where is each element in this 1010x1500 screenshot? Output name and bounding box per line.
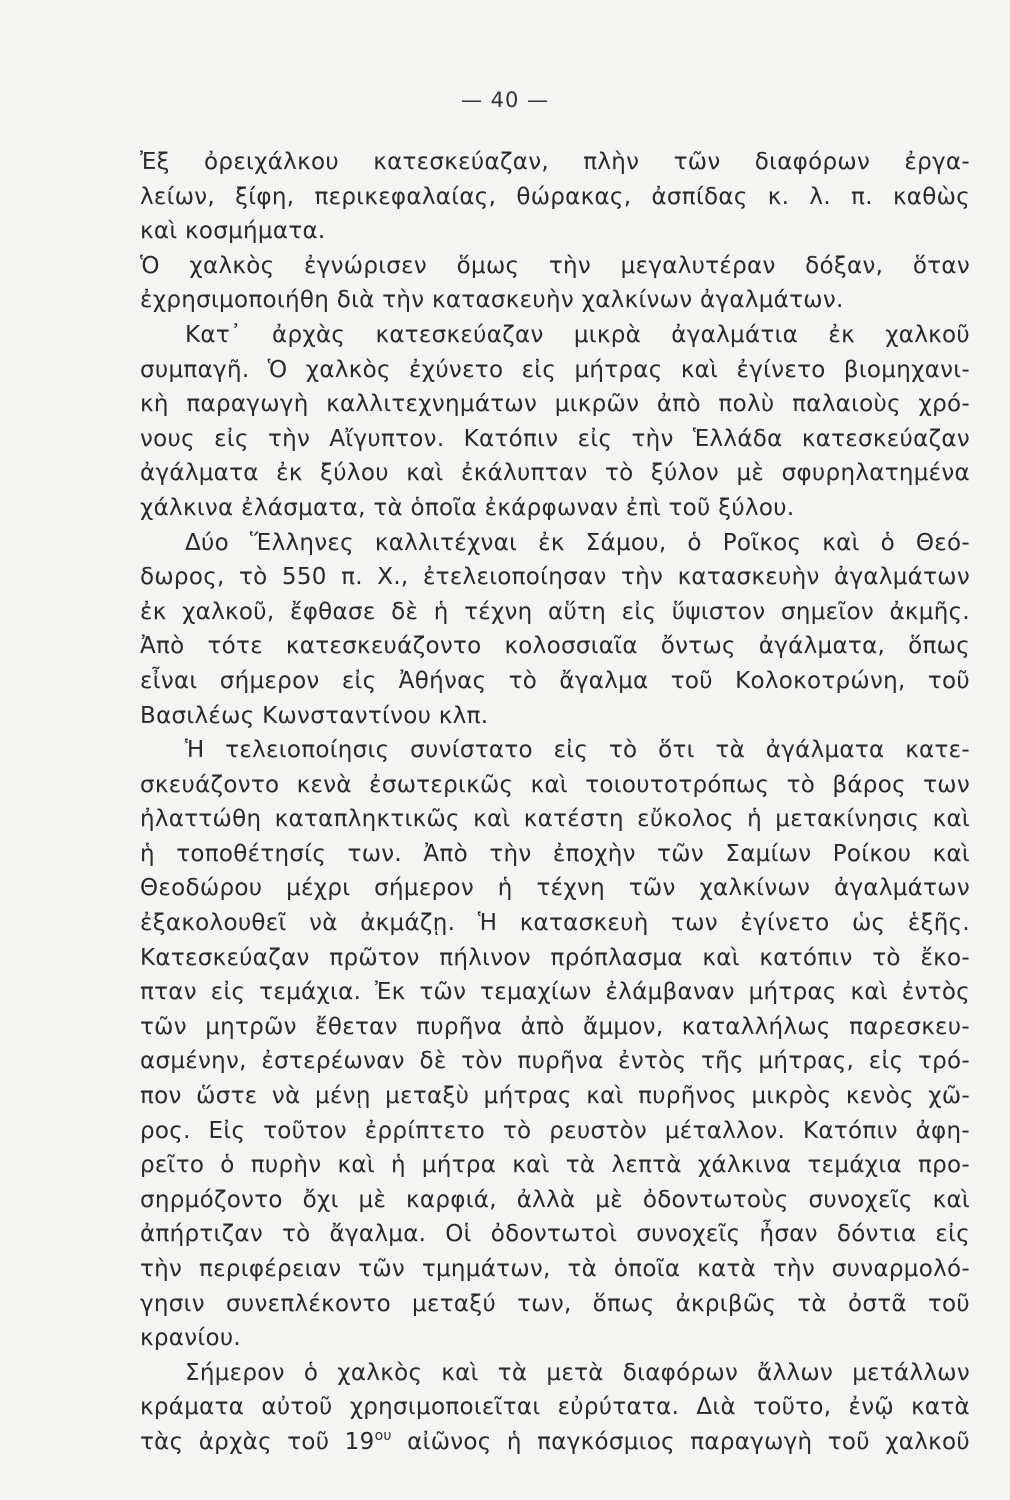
paragraph-start: Ὁ χαλκὸς ἐγνώρισεν ὅμως τὴν μεγαλυτέραν δόξαν, ὅταν [140,252,970,279]
ordinal-superscript: ου [374,1427,392,1444]
text-line: Ἐξ ὀρειχάλκου κατεσκεύαζαν, πλὴν τῶν διαφόρων ἐργα- [140,149,970,175]
text-line: τὴν περιφέρειαν τῶν τμημάτων, τὰ ὁποῖα κατὰ τὴν συναρμολό- [140,1256,970,1282]
text-line: τῶν μητρῶν ἔθεταν πυρῆνα ἀπὸ ἄμμον, καταλλήλως παρεσκευ- [140,1013,970,1040]
text-line: ἐκ χαλκοῦ, ἔφθασε δὲ ἡ τέχνη αὕτη εἰς ὕψιστον σημεῖον ἀκμῆς. [140,598,970,625]
text-line: Θεοδώρου μέχρι σήμερον ἡ τέχνη τῶν χαλκίνων ἀγαλμάτων [140,875,970,902]
text-line: πταν εἰς τεμάχια. Ἐκ τῶν τεμαχίων ἐλάμβαναν μήτρας καὶ ἐντὸς [140,979,970,1006]
text-line: χάλκινα ἐλάσματα, τὰ ὁποῖα ἐκάρφωναν ἐπὶ τοῦ ξύλου. [140,494,795,521]
paragraph-start: Κατ᾽ ἀρχὰς κατεσκεύαζαν μικρὰ ἀγαλμάτια ἐκ χαλκοῦ [185,321,970,348]
text-line: ασμένην, ἐστερέωναν δὲ τὸν πυρῆνα ἐντὸς τῆς μήτρας, εἰς τρό- [140,1048,970,1075]
paragraph-start: Δύο Ἕλληνες καλλιτέχναι ἐκ Σάμου, ὁ Ροῖκος καὶ ὁ Θεό- [185,529,970,556]
text-line: ρεῖτο ὁ πυρὴν καὶ ἡ μήτρα καὶ τὰ λεπτὰ χάλκινα τεμάχια προ- [140,1152,970,1179]
text-segment: αἰῶνος ἡ παγκόσμιος παραγωγὴ τοῦ χαλκοῦ [391,1428,970,1455]
text-line: συμπαγῆ. Ὁ χαλκὸς ἐχύνετο εἰς μήτρας καὶ ἐγίνετο βιομηχανι- [140,356,970,383]
text-line: ἀπήρτιζαν τὸ ἄγαλμα. Οἱ ὀδοντωτοὶ συνοχεῖς ἦσαν δόντια εἰς [140,1221,970,1248]
text-line-last [140,1425,970,1460]
text-line: κὴ παραγωγὴ καλλιτεχνημάτων μικρῶν ἀπὸ πολὺ παλαιοὺς χρό- [140,391,970,418]
text-line: γησιν συνεπλέκοντο μεταξύ των, ὅπως ἀκριβῶς τὰ ὀστᾶ τοῦ [140,1290,970,1317]
body-text [140,145,970,1460]
text-line: δωρος, τὸ 550 π. Χ., ἐτελειοποίησαν τὴν κατασκευὴν ἀγαλμάτων [140,564,970,591]
paragraph-start: Σήμερον ὁ χαλκὸς καὶ τὰ μετὰ διαφόρων ἄλλων μετάλλων [185,1359,970,1386]
text-line: Βασιλέως Κωνσταντίνου κλπ. [140,702,489,729]
text-line: λείων, ξίφη, περικεφαλαίας, θώρακας, ἀσπίδας κ. λ. π. καθὼς [140,183,970,210]
text-line: Ἀπὸ τότε κατεσκευάζοντο κολοσσιαῖα ὄντως ἀγάλματα, ὅπως [140,633,970,660]
text-segment: τὰς ἀρχὰς τοῦ 19 [140,1428,375,1455]
text-line: Κατεσκεύαζαν πρῶτον πήλινον πρόπλασμα καὶ κατόπιν τὸ ἔκο- [140,944,970,971]
text-line: ἐχρησιμοποιήθη διὰ τὴν κατασκευὴν χαλκίνων ἀγαλμάτων. [140,287,844,314]
text-line: νους εἰς τὴν Αἴγυπτον. Κατόπιν εἰς τὴν Ἑλλάδα κατεσκεύαζαν [140,425,970,452]
text-line: ἀγάλματα ἐκ ξύλου καὶ ἐκάλυπταν τὸ ξύλον μὲ σφυρηλατημένα [140,460,970,487]
text-line: καὶ κοσμήματα. [140,218,326,245]
page-number: — 40 — [460,88,550,112]
text-line: ἠλαττώθη καταπληκτικῶς καὶ κατέστη εὔκολος ἡ μετακίνησις καὶ [140,806,970,833]
text-line: ἐξακολουθεῖ νὰ ἀκμάζῃ. Ἡ κατασκευὴ των ἐγίνετο ὡς ἑξῆς. [140,910,970,937]
text-line: ἡ τοποθέτησίς των. Ἀπὸ τὴν ἐποχὴν τῶν Σαμίων Ροίκου καὶ [140,840,970,867]
text-line: κράματα αὐτοῦ χρησιμοποιεῖται εὐρύτατα. Διὰ τοῦτο, ἐνῷ κατὰ [140,1394,970,1421]
text-line: κρανίου. [140,1325,242,1352]
text-line: σηρμόζοντο ὄχι μὲ καρφιά, ἀλλὰ μὲ ὀδοντωτοὺς συνοχεῖς καὶ [140,1186,970,1213]
text-line: σκευάζοντο κενὰ ἐσωτερικῶς καὶ τοιουτοτρόπως τὸ βάρος των [140,771,970,798]
paragraph-start: Ἡ τελειοποίησις συνίστατο εἰς τὸ ὅτι τὰ ἀγάλματα κατε- [185,737,970,764]
text-line: ρος. Εἰς τοῦτον ἐρρίπτετο τὸ ρευστὸν μέταλλον. Κατόπιν ἀφη- [140,1117,970,1144]
text-line: εἶναι σήμερον εἰς Ἀθήνας τὸ ἄγαλμα τοῦ Κολοκοτρώνη, τοῦ [140,667,970,694]
text-line: πον ὥστε νὰ μένῃ μεταξὺ μήτρας καὶ πυρῆνος μικρὸς κενὸς χῶ- [140,1083,970,1110]
